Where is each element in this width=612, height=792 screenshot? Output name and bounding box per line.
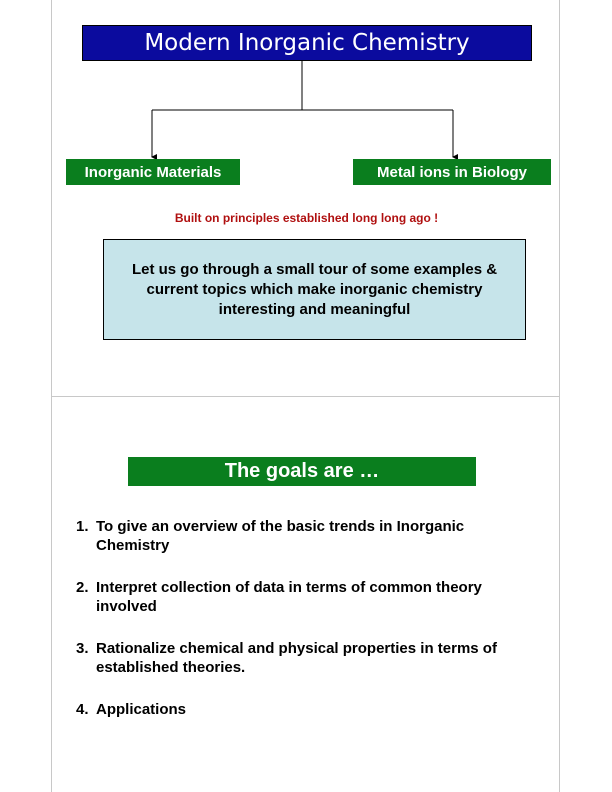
goal-text: To give an overview of the basic trends in Inorganic Chemistry <box>96 518 465 554</box>
goal-item <box>76 700 536 719</box>
slide-title: Modern Inorganic Chemistry <box>82 25 532 61</box>
inorganic-materials-box: Inorganic Materials <box>66 159 240 185</box>
goals-heading: The goals are … <box>128 457 476 486</box>
goal-text: Applications <box>96 701 187 718</box>
goal-text: Rationalize chemical and physical properties in terms of established theories. <box>96 640 497 676</box>
goal-number: 3. <box>76 640 89 657</box>
goal-number: 1. <box>76 518 89 535</box>
goal-item <box>76 578 536 616</box>
tour-text: Let us go through a small tour of some examples & current topics which make inorganic chemistry interesting and meaningful <box>131 260 498 318</box>
goals-list <box>76 517 536 742</box>
slide-1 <box>51 0 560 397</box>
goal-item <box>76 517 536 555</box>
goal-text: Interpret collection of data in terms of common theory involved <box>96 579 482 615</box>
metal-ions-biology-box: Metal ions in Biology <box>353 159 551 185</box>
principles-note: Built on principles established long long ago ! <box>174 211 439 225</box>
tour-text-box <box>103 239 526 340</box>
goal-item <box>76 639 536 677</box>
slide-2 <box>51 396 560 792</box>
goal-number: 4. <box>76 701 89 718</box>
goal-number: 2. <box>76 579 89 596</box>
